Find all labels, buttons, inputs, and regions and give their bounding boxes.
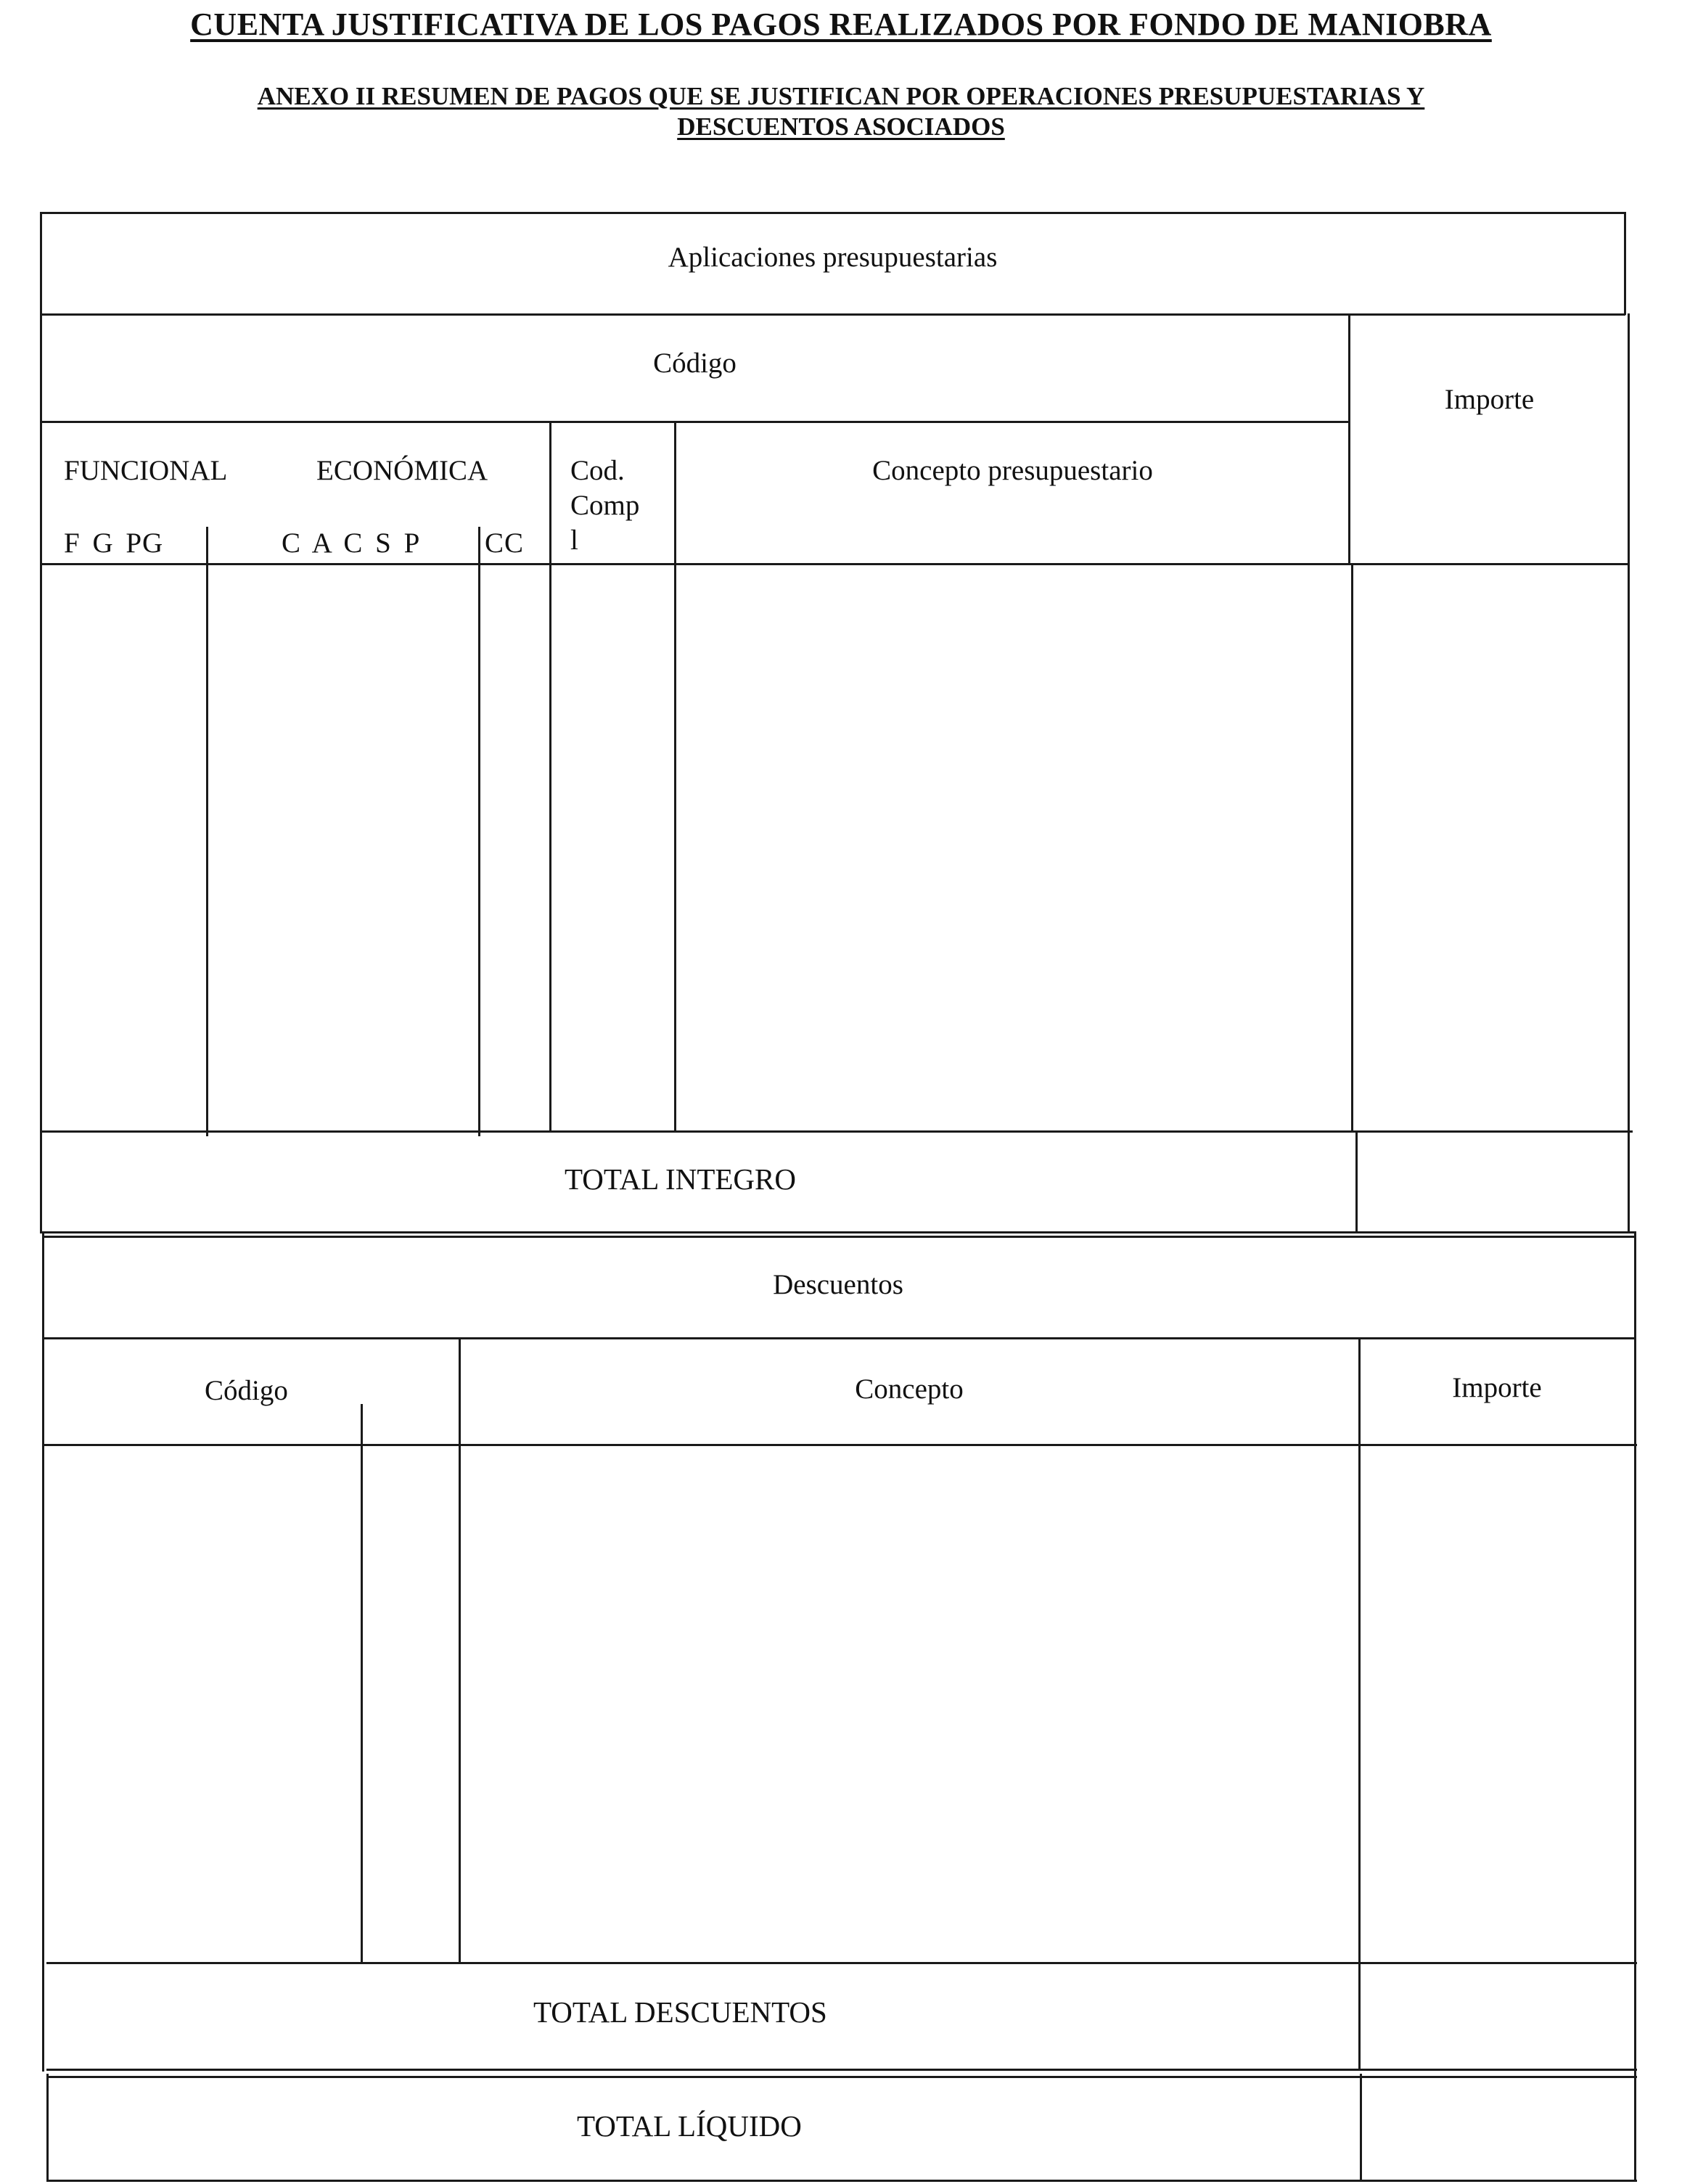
rule-below-total-integro <box>42 1231 1634 1233</box>
economica-header: ECONÓMICA <box>316 455 488 486</box>
cod-comp-line-2: Comp <box>570 490 640 521</box>
total-integro-label: TOTAL INTEGRO <box>565 1162 796 1196</box>
concepto-presupuestario-header: Concepto presupuestario <box>872 455 1153 486</box>
descuentos-concepto-header: Concepto <box>855 1374 964 1405</box>
rule-below-column-headers <box>40 563 1629 565</box>
total-liquido-left-border <box>46 2074 49 2181</box>
table-top-border <box>40 212 1625 214</box>
codigo-header: Código <box>653 348 737 379</box>
total-liquido-top-border <box>46 2076 1637 2078</box>
funcional-divider <box>206 527 208 1136</box>
total-liquido-right-border <box>1634 2072 1636 2181</box>
total-liquido-importe-divider <box>1360 2074 1362 2181</box>
subtitle-line-1: ANEXO II RESUMEN DE PAGOS QUE SE JUSTIFICAN POR OPERACIONES PRESUPUESTARIAS Y <box>257 82 1425 110</box>
descuentos-heading: Descuentos <box>773 1269 903 1300</box>
rule-below-heading <box>40 313 1625 316</box>
subtitle-line-2: DESCUENTOS ASOCIADOS <box>677 112 1005 141</box>
cod-comp-line-1: Cod. <box>570 455 625 486</box>
rule-below-descuentos-headers <box>42 1444 1637 1446</box>
total-liquido-label: TOTAL LÍQUIDO <box>577 2109 802 2143</box>
document-subtitle <box>73 81 1609 142</box>
rule-above-total-descuentos <box>46 1962 1637 1964</box>
rule-below-codigo <box>40 421 1350 423</box>
codcomp-divider <box>549 421 551 1130</box>
aplicaciones-heading: Aplicaciones presupuestarias <box>668 242 998 273</box>
importe-header: Importe <box>1444 384 1535 415</box>
descuentos-importe-header: Importe <box>1452 1372 1542 1403</box>
importe-divider-body <box>1351 563 1353 1132</box>
importe-divider-total <box>1355 1130 1358 1232</box>
total-liquido-bottom-border <box>46 2180 1637 2182</box>
descuentos-top-border <box>42 1236 1634 1238</box>
document-title: CUENTA JUSTIFICATIVA DE LOS PAGOS REALIZADOS POR FONDO DE MANIOBRA <box>190 7 1492 42</box>
rule-below-total-descuentos <box>46 2069 1637 2071</box>
fgpg-subheader: F G PG <box>64 527 164 559</box>
funcional-header: FUNCIONAL <box>64 455 228 486</box>
descuentos-left-border <box>42 1233 44 2072</box>
concepto-divider <box>674 421 676 1130</box>
total-descuentos-label: TOTAL DESCUENTOS <box>533 1995 827 2029</box>
cod-comp-line-3: l <box>570 525 578 556</box>
rule-above-total-integro <box>42 1130 1633 1133</box>
cod-comp-header <box>570 454 639 557</box>
descuentos-importe-divider <box>1358 1337 1361 2070</box>
descuentos-right-border <box>1634 1231 1636 2072</box>
rule-below-descuentos-heading <box>42 1337 1636 1339</box>
descuentos-codigo-inner-divider <box>361 1404 363 1964</box>
descuentos-codigo-header: Código <box>205 1375 288 1406</box>
cc-subheader: CC <box>485 527 525 559</box>
cc-divider <box>478 527 480 1136</box>
table-right-border <box>1628 313 1630 1233</box>
descuentos-concepto-divider <box>459 1337 461 1962</box>
cacsp-subheader: C A C S P <box>282 527 421 559</box>
